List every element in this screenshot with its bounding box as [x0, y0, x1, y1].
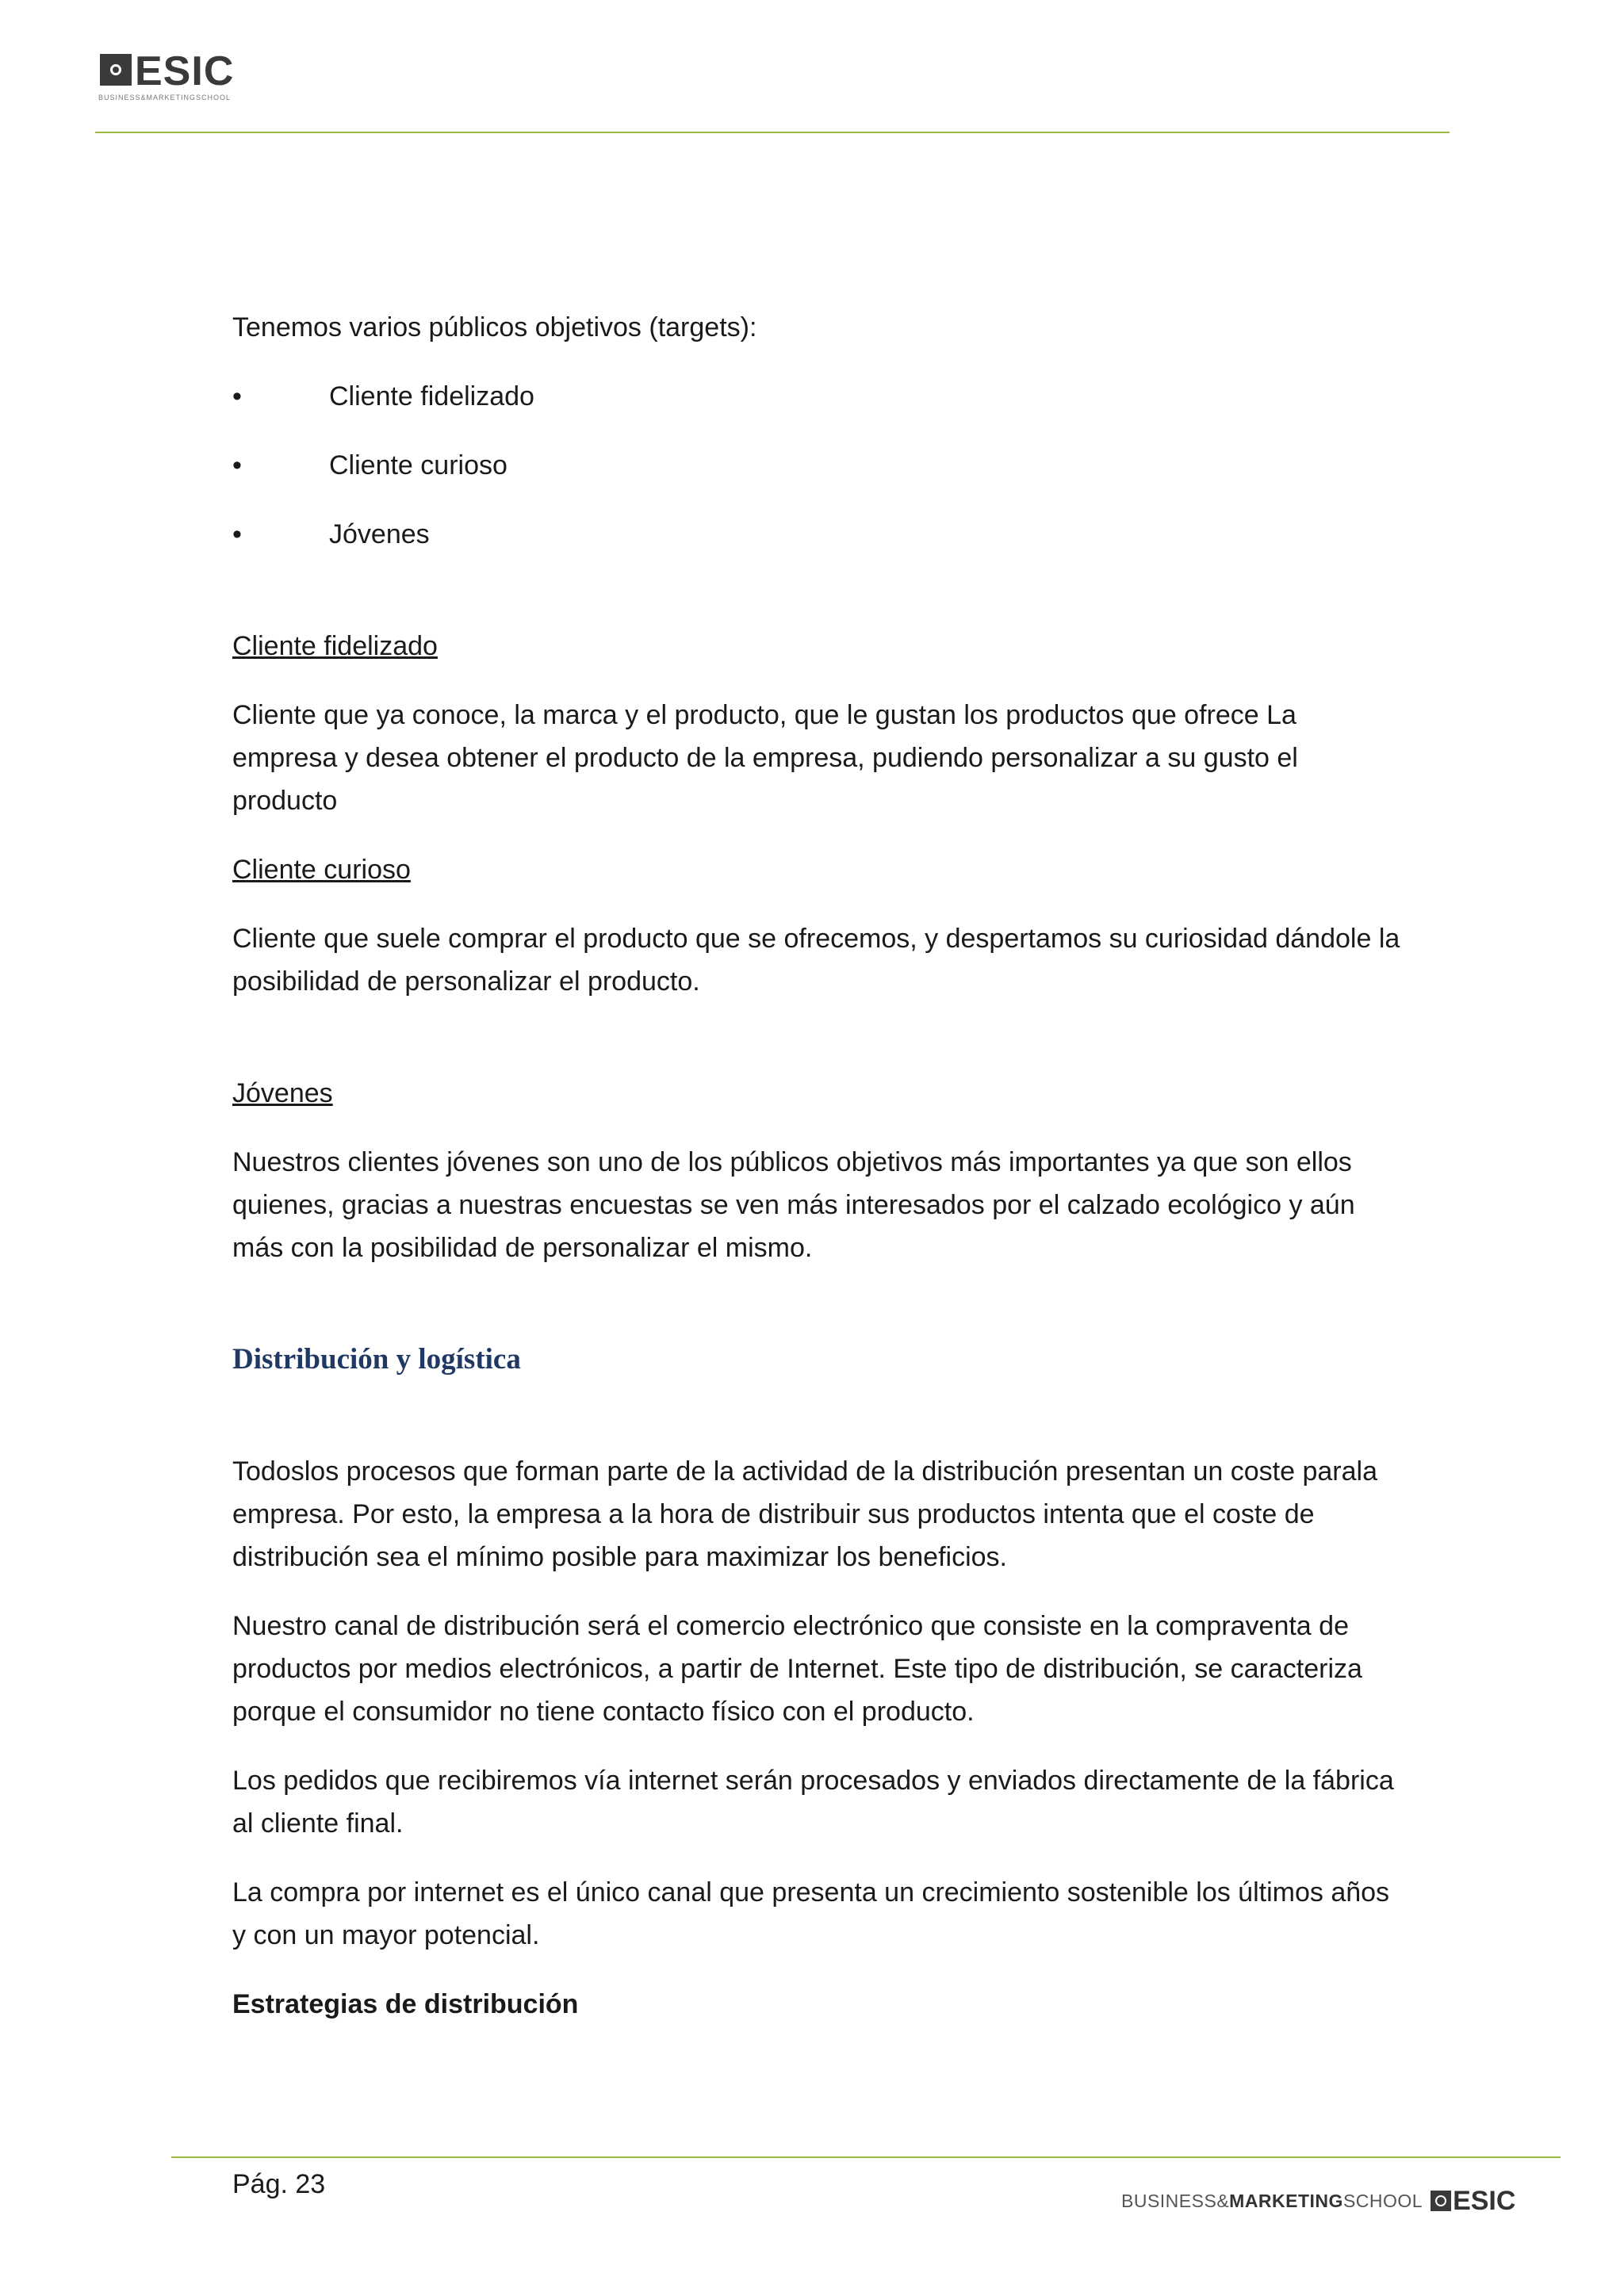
paragraph-cliente-fidelizado: Cliente que ya conoce, la marca y el producto, que le gustan los productos que ofrece La empresa y desea obtener el producto de la empresa, pudiendo personalizar a su gusto el producto: [232, 700, 1298, 816]
subheading-cliente-fidelizado: Cliente fidelizado: [232, 631, 438, 661]
page-number: Pág. 23: [232, 2169, 326, 2199]
bullet-symbol: •: [232, 450, 242, 480]
bullet-item: [232, 513, 1406, 556]
esic-logo-icon: [100, 54, 132, 86]
esic-logo: [95, 49, 254, 105]
logo-subtext: BUSINESS&MARKETINGSCHOOL: [98, 94, 232, 101]
intro-paragraph: Tenemos varios públicos objetivos (targets):: [232, 312, 757, 342]
paragraph-distribution-3: Los pedidos que recibiremos vía internet serán procesados y enviados directamente de la fábrica al cliente final.: [232, 1766, 1394, 1839]
bullet-item: [232, 444, 1406, 487]
footer-brand-school: SCHOOL: [1342, 2190, 1423, 2211]
bullet-symbol: •: [232, 519, 242, 549]
esic-logo-icon: [1431, 2191, 1451, 2211]
footer-rule: [171, 2156, 1561, 2158]
strategies-heading: Estrategias de distribución: [232, 1989, 579, 2019]
section-title: Distribución y logística: [232, 1343, 521, 1376]
bullet-label: Cliente curioso: [329, 450, 508, 480]
footer-brand-marketing: MARKETING: [1229, 2190, 1343, 2211]
bullet-label: Cliente fidelizado: [329, 381, 534, 411]
paragraph-distribution-4: La compra por internet es el único canal que presenta un crecimiento sostenible los últimos años y con un mayor potencial.: [232, 1877, 1390, 1950]
bullet-label: Jóvenes: [329, 519, 430, 549]
paragraph-jovenes: Nuestros clientes jóvenes son uno de los públicos objetivos más importantes ya que son ellos quienes, gracias a nuestras encuestas se ven más interesados por el calzado ecológico y aún más con la posibilidad de personalizar el mismo.: [232, 1147, 1355, 1263]
bullet-symbol: •: [232, 381, 242, 411]
subheading-cliente-curioso: Cliente curioso: [232, 855, 411, 885]
subheading-jovenes: Jóvenes: [232, 1078, 333, 1108]
header-rule: [95, 132, 1450, 133]
bullet-item: [232, 375, 1406, 418]
page-content: [232, 306, 1406, 2052]
paragraph-distribution-2: Nuestro canal de distribución será el comercio electrónico que consiste en la compraventa de productos por medios electrónicos, a partir de Internet. Este tipo de distribución, se caracteriza porque el consumidor no tiene contacto físico con el producto.: [232, 1611, 1362, 1727]
paragraph-distribution-1: Todoslos procesos que forman parte de la actividad de la distribución presentan un coste parala empresa. Por esto, la empresa a la hora de distribuir sus productos intenta que el coste de distribución sea el mínimo posible para maximizar los beneficios.: [232, 1456, 1377, 1572]
footer-logo-text: ESIC: [1453, 2185, 1516, 2216]
paragraph-cliente-curioso: Cliente que suele comprar el producto que se ofrecemos, y despertamos su curiosidad dándole la posibilidad de personalizar el producto.: [232, 924, 1400, 997]
footer-brand-business: BUSINESS&: [1121, 2190, 1230, 2211]
logo-text: ESIC: [135, 48, 235, 94]
footer-brand: [1121, 2185, 1557, 2217]
